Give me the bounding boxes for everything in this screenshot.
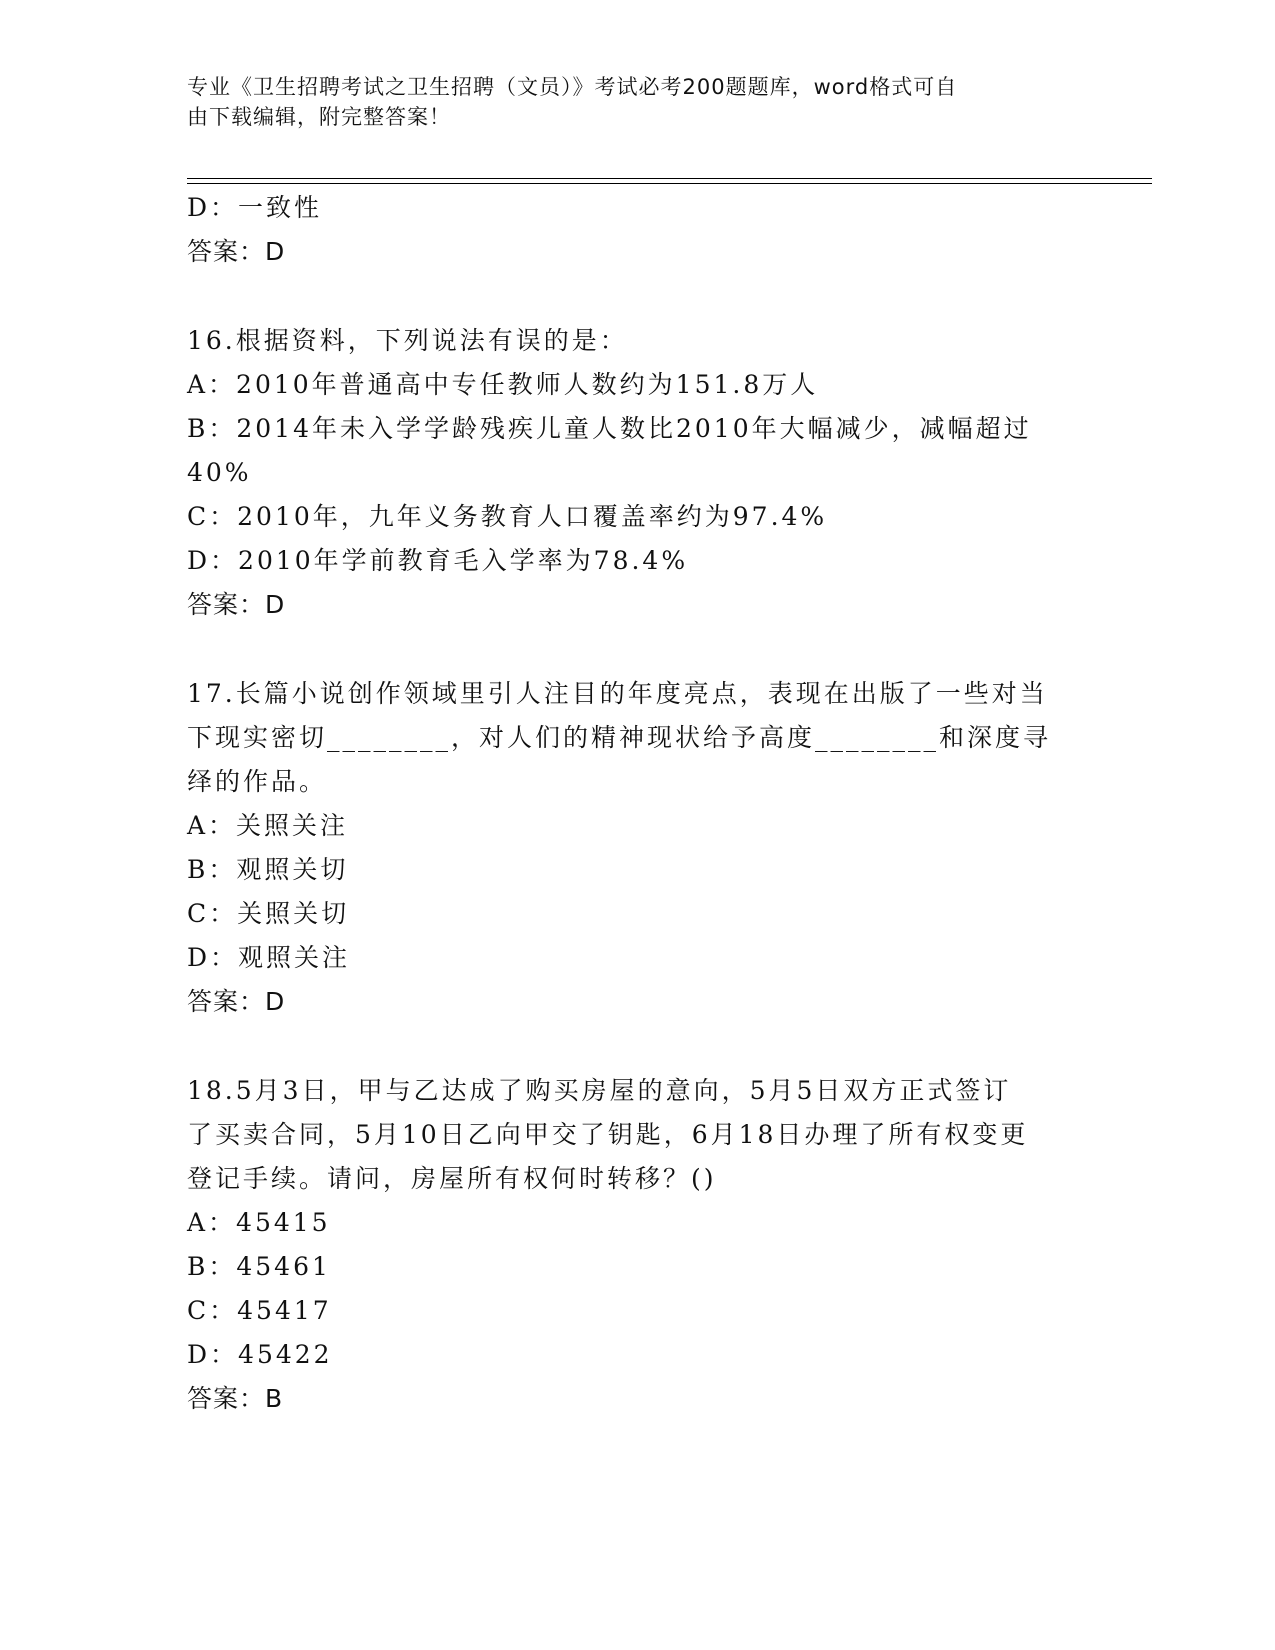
q17-option-d: D：观照关注: [187, 943, 351, 972]
q16-answer: 答案：D: [187, 590, 286, 619]
q17-answer: 答案：D: [187, 987, 286, 1016]
q18-option-d: D：45422: [187, 1340, 333, 1369]
q18-stem-line-1: 18.5月3日，甲与乙达成了购买房屋的意向，5月5日双方正式签订: [187, 1076, 1012, 1105]
q15-option-d: D：一致性: [187, 193, 323, 222]
q17-option-a: A：关照关注: [187, 811, 349, 840]
q18-stem-line-3: 登记手续。请问，房屋所有权何时转移？(): [187, 1164, 717, 1193]
q18-option-b: B：45461: [187, 1252, 331, 1281]
q18-answer: 答案：B: [187, 1384, 284, 1413]
q17-option-b: B：观照关切: [187, 855, 349, 884]
q18-stem-line-2: 了买卖合同，5月10日乙向甲交了钥匙，6月18日办理了所有权变更: [187, 1120, 1029, 1149]
q18-option-a: A：45415: [187, 1208, 331, 1237]
header-rule-bottom: [187, 183, 1152, 184]
q16-option-d: D：2010年学前教育毛入学率为78.4%: [187, 546, 689, 575]
q17-stem-line-3: 绎的作品。: [187, 767, 328, 796]
q18-option-c: C：45417: [187, 1296, 332, 1325]
q16-option-b-line-2: 40%: [187, 458, 252, 487]
document-header: [187, 72, 1067, 132]
q17-stem-line-2: 下现实密切________，对人们的精神现状给予高度________和深度寻: [187, 723, 1052, 752]
header-line-1: 专业《卫生招聘考试之卫生招聘（文员）》考试必考200题题库，word格式可自: [187, 75, 958, 99]
q17-stem-line-1: 17.长篇小说创作领域里引人注目的年度亮点，表现在出版了一些对当: [187, 679, 1048, 708]
q16-stem: 16.根据资料，下列说法有误的是：: [187, 326, 628, 355]
q16-option-b-line-1: B：2014年未入学学龄残疾儿童人数比2010年大幅减少，减幅超过: [187, 414, 1032, 443]
header-line-2: 由下载编辑，附完整答案！: [187, 105, 451, 129]
q16-option-a: A：2010年普通高中专任教师人数约为151.8万人: [187, 370, 819, 399]
q17-option-c: C：关照关切: [187, 899, 350, 928]
header-rule-top: [187, 178, 1152, 179]
q16-option-c: C：2010年，九年义务教育人口覆盖率约为97.4%: [187, 502, 828, 531]
q15-answer: 答案：D: [187, 237, 286, 266]
